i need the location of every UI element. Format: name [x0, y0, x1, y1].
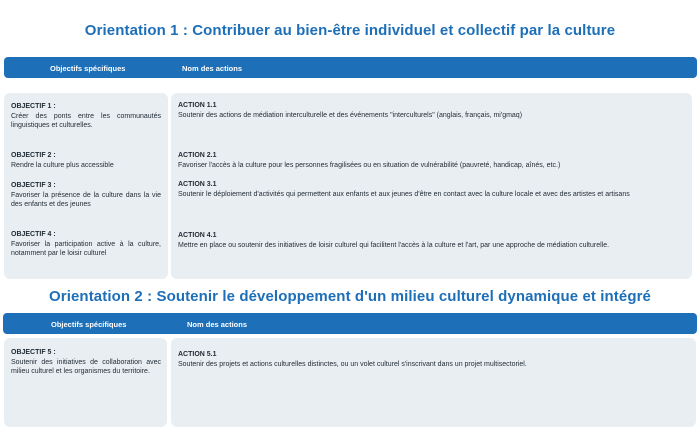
orientation-1-actions-panel [171, 93, 692, 279]
header-objectives: Objectifs spécifiques [50, 64, 126, 73]
action-3-1 [178, 180, 688, 199]
action-label: ACTION 1.1 [178, 102, 217, 109]
action-text: Favoriser l'accès à la culture pour les personnes fragilisées ou en situation de vulnérabilité (pauvreté, handicap, aînés, etc.) [178, 161, 561, 169]
orientation-1-header-bar [4, 57, 697, 78]
action-text: Soutenir le déploiement d'activités qui permettent aux enfants et aux jeunes d'être en contact avec la culture locale et avec des artistes et artisans [178, 190, 630, 198]
orientation-2-actions-panel [171, 338, 696, 427]
objective-label: OBJECTIF 2 : [11, 152, 56, 159]
action-text: Mettre en place ou soutenir des initiatives de loisir culturel qui facilitent l'accès à la culture et l'art, par une approche de médiation culturelle. [178, 241, 610, 249]
orientation-1-objectives-panel [4, 93, 168, 279]
objective-label: OBJECTIF 3 : [11, 182, 56, 189]
action-4-1 [178, 231, 688, 250]
header-objectives: Objectifs spécifiques [51, 320, 127, 329]
orientation-2-objectives-panel [4, 338, 167, 427]
action-1-1 [178, 101, 688, 120]
orientation-2-title: Orientation 2 : Soutenir le développement d'un milieu culturel dynamique et intégré [49, 288, 651, 305]
objective-text: Soutenir des initiatives de collaboration avec milieu culturel et les organismes du territoire. [11, 358, 161, 375]
orientation-2-header-bar [3, 313, 697, 334]
objective-label: OBJECTIF 1 : [11, 103, 56, 110]
action-label: ACTION 5.1 [178, 351, 217, 358]
action-label: ACTION 3.1 [178, 181, 217, 188]
objective-text: Créer des ponts entre les communautés linguistiques et culturelles. [11, 112, 161, 129]
objective-label: OBJECTIF 5 : [11, 349, 56, 356]
action-text: Soutenir des actions de médiation interculturelle et des événements "interculturels" (anglais, français, mi'gmaq) [178, 111, 523, 119]
objective-text: Favoriser la participation active à la culture, notamment par le loisir culturel [11, 240, 161, 257]
orientation-1-title: Orientation 1 : Contribuer au bien-être individuel et collectif par la culture [84, 22, 616, 39]
objective-1 [11, 102, 161, 131]
action-5-1 [178, 350, 688, 369]
action-label: ACTION 2.1 [178, 152, 217, 159]
objective-5 [11, 348, 161, 377]
header-actions: Nom des actions [187, 320, 248, 329]
action-label: ACTION 4.1 [178, 232, 217, 239]
objective-2 [11, 151, 161, 170]
action-2-1 [178, 151, 688, 170]
objective-label: OBJECTIF 4 : [11, 231, 56, 238]
objective-3 [11, 181, 161, 210]
objective-text: Favoriser la présence de la culture dans la vie des enfants et des jeunes [11, 191, 161, 208]
objective-text: Rendre la culture plus accessible [11, 161, 114, 169]
objective-4 [11, 230, 161, 259]
header-actions: Nom des actions [182, 64, 243, 73]
action-text: Soutenir des projets et actions culturelles distinctes, ou un volet culturel s'inscrivant dans un projet multisectoriel. [178, 360, 527, 368]
